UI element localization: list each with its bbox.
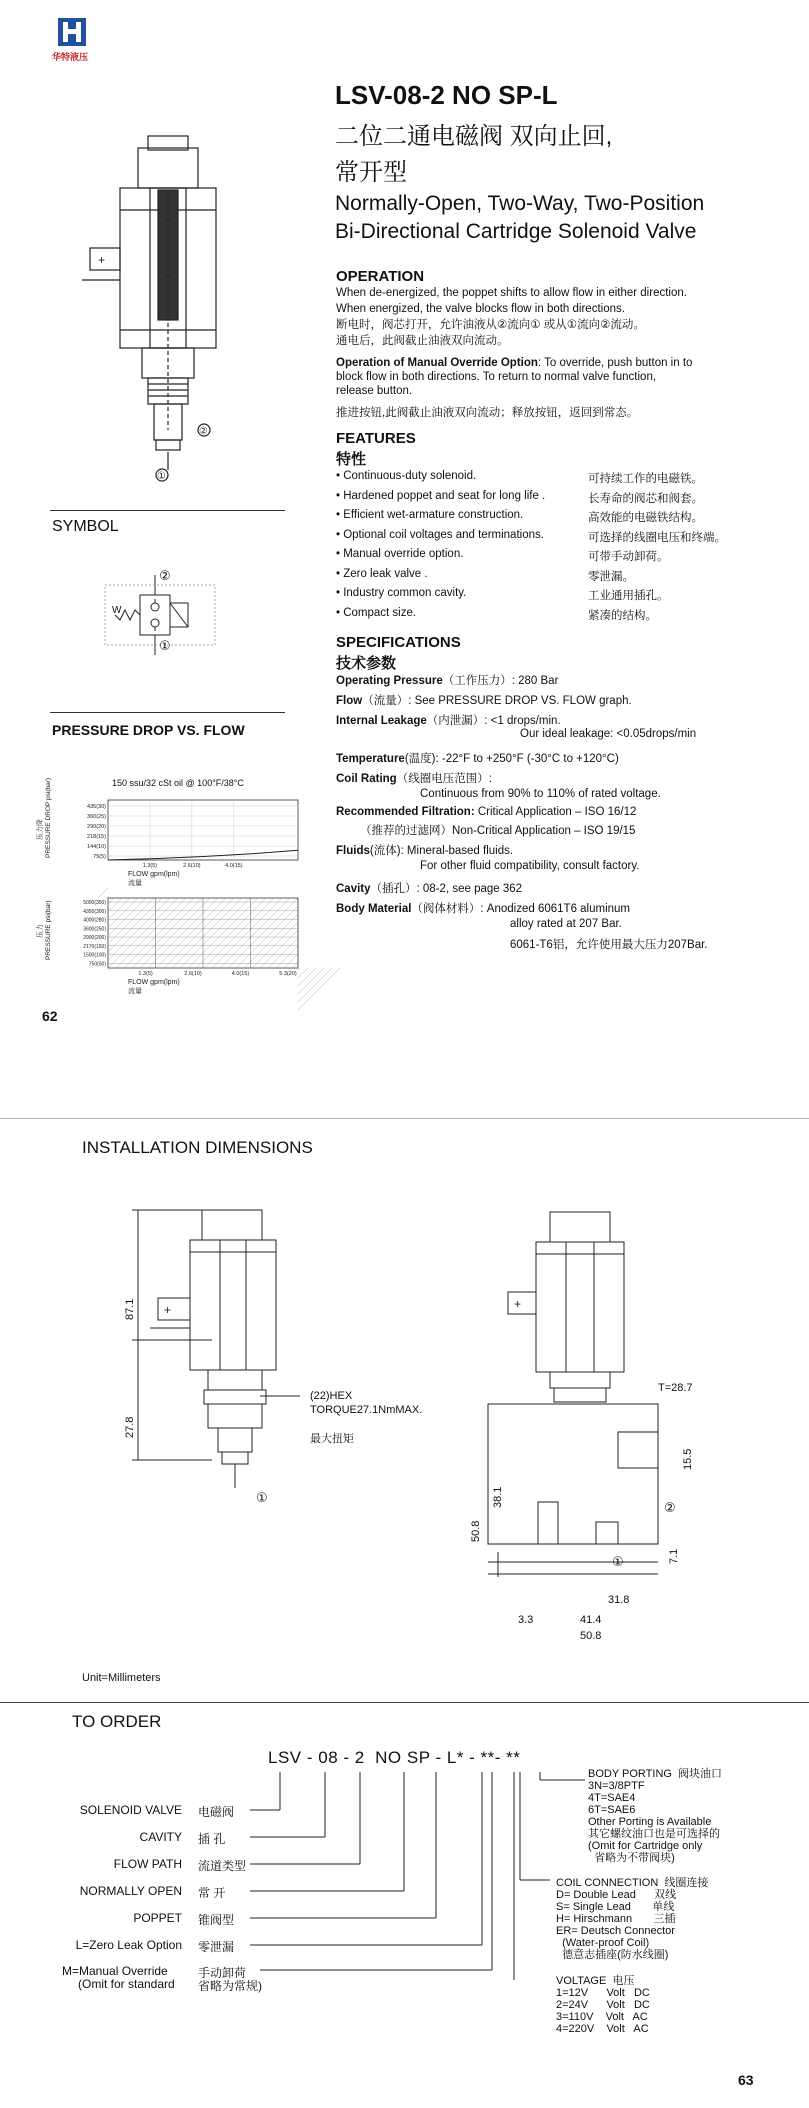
svg-text:①: ①	[157, 471, 166, 482]
coil-connection-list	[556, 1877, 708, 1961]
company-logo	[58, 18, 86, 46]
chart1-x-tick: 1.3(5)	[142, 863, 158, 869]
spec-fluids-value2: For other fluid compatibility, consult factory.	[420, 860, 640, 872]
spec-cavity-value: : 08-2, see page 362	[416, 883, 523, 895]
feature-item: • Hardened poppet and seat for long life .	[336, 489, 546, 502]
manual-override-label2: (Omit for standard	[78, 1977, 175, 1991]
chart2-hatch	[148, 898, 218, 968]
voltage-list	[556, 1975, 650, 2035]
spec-op-value: : 280 Bar	[511, 675, 559, 687]
chart2-hatch	[108, 898, 122, 912]
spec-op-cn: （工作压力）	[442, 675, 512, 687]
spec-body-label: Body Material	[336, 903, 412, 915]
symbol-port2: ②	[159, 568, 171, 583]
chart1-x-tick: 2.6(10)	[183, 863, 201, 869]
order-row-cn: 流道类型	[198, 1859, 247, 1873]
chart1-y-tick: 218(15)	[87, 834, 106, 840]
spec-coil-value: Continuous from 90% to 110% of rated voltage.	[420, 788, 661, 800]
features-heading: FEATURES	[336, 430, 416, 447]
spec-body-value3: 6061-T6铝，允许使用最大压力207Bar.	[510, 939, 708, 951]
coil-connection-item: ER= Deutsch Connector	[556, 1925, 675, 1937]
order-row-label: CAVITY	[139, 1830, 182, 1844]
dim-87: 87.1	[124, 1298, 136, 1320]
svg-text:+: +	[98, 253, 106, 267]
spec-fluids-value: : Mineral-based fluids.	[400, 845, 514, 857]
order-row-label: FLOW PATH	[113, 1857, 182, 1871]
chart2-hatch	[220, 898, 290, 968]
coil-connection-item: (Water-proof Coil)	[556, 1937, 650, 1949]
chart1-y-tick: 75(5)	[93, 854, 106, 860]
chart2-hatch	[172, 898, 242, 968]
spec-flow-value: : See PRESSURE DROP VS. FLOW graph.	[408, 695, 632, 707]
body-porting-item: 4T=SAE4	[588, 1792, 636, 1804]
chart2-hatch	[268, 938, 298, 968]
chart2-hatch	[276, 946, 298, 968]
feature-item-cn: 可带手动卸荷。	[588, 551, 669, 563]
svg-text:+: +	[164, 1303, 172, 1317]
coil-connection-item: H= Hirschmann 三插	[556, 1913, 676, 1925]
chart-title: 150 ssu/32 cSt oil @ 100°F/38°C	[112, 778, 244, 788]
feature-item-cn: 可持续工作的电磁铁。	[588, 473, 703, 485]
torque-label: TORQUE27.1NmMAX.	[310, 1404, 423, 1416]
feature-item: • Industry common cavity.	[336, 587, 467, 599]
chart2-y-tick: 3600(250)	[83, 926, 106, 933]
spec-temp-value: : -22°F to +250°F (-30°C to +120°C)	[435, 753, 619, 765]
chart2-y-tick: 4350(300)	[83, 908, 106, 915]
spec-filtration	[336, 806, 636, 818]
pressure-drop-heading: PRESSURE DROP VS. FLOW	[52, 722, 245, 738]
title-en-line2: Bi-Directional Cartridge Solenoid Valve	[335, 220, 697, 243]
title-cn-line1: 二位二通电磁阀 双向止回,	[335, 123, 613, 150]
chart2-hatch	[108, 898, 178, 968]
hex-label: (22)HEX	[310, 1390, 353, 1402]
side-port1: ①	[256, 1490, 268, 1505]
feature-item: • Compact size.	[336, 606, 417, 619]
chart1-ylabel: PRESSURE DROP psi(bar)	[45, 777, 52, 858]
dim-15-5: 15.5	[682, 1448, 694, 1470]
page-number-right: 63	[738, 2072, 754, 2088]
spec-filt-value: Critical Application – ISO 16/12	[477, 806, 637, 818]
feature-item-cn: 紧凑的结构。	[588, 609, 657, 622]
chart2-hatch	[108, 898, 146, 936]
feature-item-cn: 长寿命的阀芯和阀套。	[588, 492, 703, 505]
block-port2: ②	[664, 1500, 676, 1515]
order-row-label: POPPET	[133, 1911, 182, 1925]
chart2-xlabel-cn: 流量	[128, 988, 142, 995]
chart2-hatch	[260, 930, 298, 968]
svg-text:②: ②	[199, 426, 208, 437]
body-porting-item: 6T=SAE6	[588, 1804, 636, 1816]
spec-body-value2: alloy rated at 207 Bar.	[510, 918, 622, 930]
spec-fluids-cn: (流体)	[369, 845, 401, 857]
installation-heading: INSTALLATION DIMENSIONS	[82, 1138, 313, 1157]
spec-cavity-label: Cavity	[336, 883, 371, 895]
feature-item: • Continuous-duty solenoid.	[336, 470, 477, 482]
chart2-hatch	[108, 898, 162, 952]
spec-temperature	[336, 750, 619, 766]
dim-50-8-horizontal: 50.8	[580, 1630, 602, 1642]
chart2-hatch	[124, 898, 194, 968]
chart2-ylabel-cn: 压力	[37, 924, 44, 938]
svg-text:+: +	[514, 1297, 522, 1311]
feature-item-cn: 可选择的线圈电压和终端。	[588, 531, 726, 544]
body-porting-item: 其它螺纹油口也是可选择的	[588, 1828, 720, 1840]
manual-override-cn2: 省略为常规)	[198, 1979, 262, 1993]
chart1-xlabel: FLOW gpm(lpm)	[128, 871, 180, 878]
coil-connection-item: D= Double Lead 双线	[556, 1889, 677, 1901]
dim-27: 27.8	[124, 1416, 136, 1438]
chart2-x-tick: 4.0(15)	[231, 971, 250, 977]
spec-flow	[336, 692, 632, 708]
chart2-y-tick: 2170(150)	[83, 943, 106, 950]
brand-name: 华特液压	[52, 52, 89, 62]
chart2-y-tick: 4000(280)	[83, 917, 106, 924]
operation-line4: 通电后，此阀截止油液双向流动。	[336, 335, 509, 347]
spec-operating-pressure	[336, 672, 558, 688]
order-divider	[0, 1702, 809, 1703]
chart2-hatch	[108, 898, 114, 904]
spec-cavity-cn: （插孔）	[370, 883, 417, 895]
chart2-y-tick: 2900(200)	[83, 935, 106, 941]
body-porting-item: (Omit for Cartridge only	[588, 1840, 703, 1852]
chart2-hatch	[188, 898, 258, 968]
chart2-hatch	[180, 898, 250, 968]
operation-line3: 断电时，阀芯打开，允许油液从②流向① 或从①流向②流动。	[336, 319, 645, 331]
spec-body-value: : Anodized 6061T6 aluminum	[480, 903, 631, 915]
coil-connection-item: 德意志插座(防水线圈)	[556, 1949, 669, 1961]
chart2-hatch	[108, 898, 138, 928]
features-heading-cn: 特性	[336, 451, 367, 468]
operation-line1: When de-energized, the poppet shifts to allow flow in either direction.	[336, 287, 687, 299]
order-heading: TO ORDER	[72, 1712, 162, 1731]
body-porting-item: 省略为不带阀块)	[588, 1852, 675, 1864]
override-line1	[336, 356, 692, 371]
chart2-hatch	[196, 898, 266, 968]
title-en-line1: Normally-Open, Two-Way, Two-Position	[335, 192, 705, 215]
chart2-hatch	[140, 898, 210, 968]
spec-coil-colon: :	[488, 773, 492, 785]
dim-38-1: 38.1	[492, 1486, 504, 1508]
chart2-hatch	[98, 888, 108, 898]
chart2-x-tick: 5.3(20)	[279, 971, 297, 977]
spec-coil-label: Coil Rating	[336, 773, 397, 785]
feature-item: • Optional coil voltages and terminations.	[336, 528, 544, 541]
chart2-hatch	[204, 898, 274, 968]
spec-leak-label: Internal Leakage	[336, 715, 427, 727]
chart1-y-tick: 290(20)	[87, 824, 106, 830]
pressure-divider	[50, 712, 285, 713]
chart2-hatch	[108, 898, 130, 920]
page-separator	[0, 1118, 809, 1119]
chart2-x-tick: 2.6(10)	[184, 971, 202, 977]
override-line3: release button.	[336, 385, 413, 397]
symbol-heading: SYMBOL	[52, 518, 119, 535]
spec-body-cn: （阀体材料）	[411, 903, 481, 915]
voltage-item: 4=220V Volt AC	[556, 2023, 649, 2035]
chart1-y-tick: 144(10)	[87, 844, 106, 850]
chart2-hatch	[156, 898, 226, 968]
symbol-w: W	[112, 605, 122, 616]
operation-heading: OPERATION	[336, 268, 425, 285]
dim-50-8-vertical: 50.8	[470, 1520, 482, 1542]
order-row-cn: 锥阀型	[198, 1913, 235, 1927]
order-row-label: NORMALLY OPEN	[79, 1884, 182, 1898]
chart2-hatch	[284, 954, 298, 968]
dim-31-8: 31.8	[608, 1594, 630, 1606]
valve-section-drawing	[80, 130, 270, 495]
feature-item-cn: 零泄漏。	[588, 570, 634, 583]
symbol-port1: ①	[159, 638, 171, 653]
chart1-x-tick: 4.0(15)	[225, 863, 243, 869]
chart2-hatch	[298, 968, 308, 978]
block-port1: ①	[612, 1554, 624, 1569]
specifications-heading-cn: 技术参数	[336, 655, 397, 672]
manual-override-cn1: 手动卸荷	[198, 1966, 247, 1980]
spec-cavity	[336, 880, 522, 896]
dim-3-3: 3.3	[518, 1614, 534, 1626]
manual-override-label1: M=Manual Override	[62, 1964, 168, 1978]
chart2-y-tick: 5000(350)	[83, 900, 106, 906]
feature-item-cn: 高效能的电磁铁结构。	[588, 512, 703, 524]
dim-7-1: 7.1	[668, 1548, 680, 1564]
override-text1: : To override, push button in to	[537, 357, 693, 369]
dim-t: T=28.7	[658, 1382, 693, 1394]
chart2-hatch	[292, 962, 298, 968]
symbol-divider	[50, 510, 285, 511]
override-cn: 推进按钮,此阀截止油液双向流动；释放按钮，返回到常态。	[336, 407, 639, 419]
chart2-hatch	[164, 898, 234, 968]
spec-filtration2	[360, 822, 635, 838]
page-number-left: 62	[42, 1008, 58, 1024]
order-code: LSV - 08 - 2 NO SP - L* - **- **	[268, 1748, 521, 1767]
spec-op-label: Operating Pressure	[336, 675, 443, 687]
coil-connection-item: COIL CONNECTION 线圈连接	[556, 1877, 709, 1889]
feature-item: • Manual override option.	[336, 548, 464, 560]
body-porting-list	[588, 1768, 722, 1864]
dim-41-4: 41.4	[580, 1614, 602, 1626]
chart2-hatch	[228, 898, 298, 968]
feature-item-cn: 工业通用插孔。	[588, 590, 669, 602]
order-row-label: SOLENOID VALVE	[79, 1803, 182, 1817]
body-porting-item: BODY PORTING 阀块油口	[588, 1768, 723, 1780]
chart2-hatch	[116, 898, 186, 968]
chart2-hatch	[244, 914, 298, 968]
spec-temp-label: Temperature	[336, 753, 405, 765]
chart1-series-line	[108, 850, 298, 860]
order-row-cn: 常 开	[198, 1886, 226, 1900]
order-row-cn: 插 孔	[198, 1832, 226, 1846]
voltage-item: 3=110V Volt AC	[556, 2011, 648, 2023]
voltage-item: 1=12V Volt DC	[556, 1987, 650, 1999]
chart1-ylabel-cn: 压力降	[37, 819, 44, 840]
spec-filt-value2: Non-Critical Application – ISO 19/15	[452, 825, 636, 837]
body-porting-item: Other Porting is Available	[588, 1816, 712, 1828]
chart2-hatch	[298, 968, 340, 1010]
order-row-cn: 电磁阀	[198, 1805, 235, 1819]
chart2-xlabel: FLOW gpm(lpm)	[128, 979, 180, 986]
operation-line2: When energized, the valve blocks flow in both directions.	[336, 303, 625, 315]
coil-connection-item: S= Single Lead 单线	[556, 1901, 675, 1913]
voltage-item: 2=24V Volt DC	[556, 1999, 650, 2011]
order-row-label: L=Zero Leak Option	[75, 1938, 182, 1952]
spec-coil-cn: （线圈电压范围）	[396, 773, 489, 785]
spec-leak-value: : <1 drops/min.	[484, 715, 561, 727]
spec-filt-cn: （推荐的过滤网）	[360, 825, 452, 837]
chart2-y-tick: 750(50)	[88, 961, 106, 968]
override-label: Operation of Manual Override Option	[336, 357, 538, 369]
feature-item: • Efficient wet-armature construction.	[336, 509, 524, 521]
voltage-item: VOLTAGE 电压	[556, 1975, 635, 1987]
chart2-x-tick: 1.3(5)	[138, 971, 153, 977]
title-cn-line2: 常开型	[335, 159, 407, 186]
override-line2: block flow in both directions. To return to normal valve function,	[336, 371, 657, 383]
spec-leakage	[336, 712, 561, 728]
spec-leak-cn: （内泄漏）	[426, 715, 485, 727]
chart1-y-tick: 435(30)	[87, 804, 106, 810]
specifications-heading: SPECIFICATIONS	[336, 634, 461, 651]
feature-item: • Zero leak valve .	[336, 567, 428, 580]
chart2-hatch	[132, 898, 202, 968]
torque-cn-label: 最大扭矩	[310, 1433, 354, 1445]
installation-side-view	[120, 1198, 340, 1503]
chart2-hatch	[212, 898, 282, 968]
body-porting-item: 3N=3/8PTF	[588, 1780, 645, 1792]
chart1-xlabel-cn: 流量	[128, 880, 142, 887]
spec-leak-ideal: Our ideal leakage: <0.05drops/min	[520, 728, 697, 740]
chart1-frame	[108, 800, 298, 860]
spec-fluids	[336, 842, 513, 858]
spec-fluids-label: Fluids	[336, 845, 370, 857]
spec-body	[336, 900, 630, 916]
chart1-y-tick: 360(25)	[87, 814, 106, 820]
order-row-cn: 零泄漏	[198, 1940, 235, 1954]
spec-filt-label: Recommended Filtration:	[336, 806, 475, 818]
spec-flow-cn: （流量）	[362, 695, 409, 707]
spec-temp-cn: (温度)	[404, 753, 436, 765]
unit-label: Unit=Millimeters	[82, 1672, 161, 1684]
chart2-y-tick: 1500(100)	[83, 952, 106, 959]
spec-flow-label: Flow	[336, 695, 363, 707]
chart2-hatch	[298, 968, 316, 986]
chart2-hatch	[108, 898, 170, 960]
model-title: LSV-08-2 NO SP-L	[335, 80, 558, 110]
spec-coil	[336, 770, 492, 786]
chart2-hatch	[298, 968, 324, 994]
chart2-ylabel: PRESSURE psi(bar)	[45, 900, 52, 960]
